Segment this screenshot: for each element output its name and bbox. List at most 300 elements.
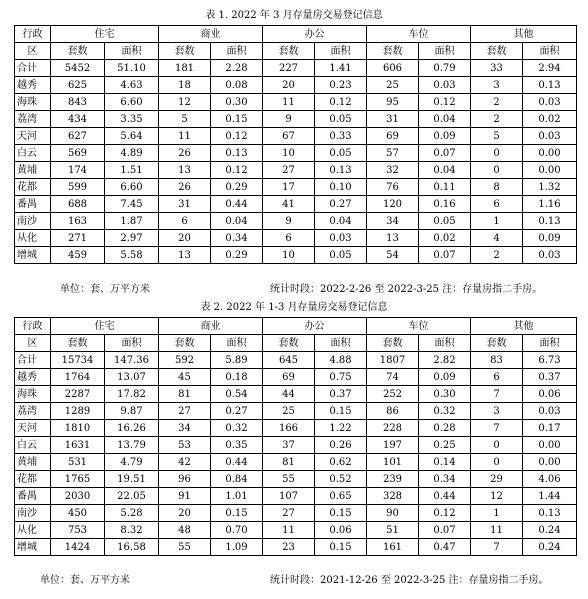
area-cell: 0.27 [211, 403, 263, 420]
sub-header-count: 套数 [471, 335, 523, 352]
region-cell: 合计 [15, 352, 51, 369]
category-header: 车位 [367, 318, 471, 335]
region-cell: 黄埔 [15, 162, 51, 179]
count-cell: 5 [471, 128, 523, 145]
area-cell: 0.44 [211, 196, 263, 213]
category-header: 商业 [159, 318, 263, 335]
count-cell: 17 [263, 179, 315, 196]
area-cell: 0.12 [211, 128, 263, 145]
area-cell: 0.05 [419, 213, 471, 230]
table-row [15, 471, 577, 488]
count-cell: 0 [471, 162, 523, 179]
region-header-top: 行政 [15, 318, 51, 335]
area-cell: 0.03 [419, 77, 471, 94]
area-cell: 147.36 [105, 352, 159, 369]
area-cell: 13.79 [105, 437, 159, 454]
count-cell: 1810 [51, 420, 105, 437]
count-cell: 3 [471, 77, 523, 94]
area-cell: 0.62 [315, 454, 367, 471]
table-row [15, 213, 577, 230]
region-cell: 增城 [15, 539, 51, 556]
area-cell: 0.00 [523, 162, 577, 179]
count-cell: 27 [159, 403, 211, 420]
area-cell: 2.97 [105, 230, 159, 247]
count-cell: 1631 [51, 437, 105, 454]
area-cell: 0.23 [315, 77, 367, 94]
count-cell: 2030 [51, 488, 105, 505]
table2-caption: 表 2. 2022 年 1-3 月存量房交易登记信息 [200, 302, 388, 313]
count-cell: 13 [367, 230, 419, 247]
area-cell: 0.03 [523, 403, 577, 420]
table-row [15, 94, 577, 111]
count-cell: 197 [367, 437, 419, 454]
table-row [15, 352, 577, 369]
table-row [15, 369, 577, 386]
count-cell: 91 [159, 488, 211, 505]
area-cell: 0.32 [419, 403, 471, 420]
sub-header-count: 套数 [159, 43, 211, 60]
count-cell: 120 [367, 196, 419, 213]
table1-caption: 表 1. 2022 年 3 月存量房交易登记信息 [205, 10, 383, 21]
sub-header-area: 面积 [211, 43, 263, 60]
count-cell: 6 [471, 369, 523, 386]
sub-header-count: 套数 [367, 335, 419, 352]
area-cell: 0.02 [523, 111, 577, 128]
region-cell: 天河 [15, 128, 51, 145]
count-cell: 27 [263, 162, 315, 179]
count-cell: 12 [471, 488, 523, 505]
table-row [15, 437, 577, 454]
region-cell: 从化 [15, 230, 51, 247]
count-cell: 57 [367, 145, 419, 162]
area-cell: 5.58 [105, 247, 159, 264]
area-cell: 5.28 [105, 505, 159, 522]
count-cell: 27 [263, 505, 315, 522]
area-cell: 1.22 [315, 420, 367, 437]
category-header: 其他 [471, 318, 577, 335]
count-cell: 51 [367, 522, 419, 539]
area-cell: 4.63 [105, 77, 159, 94]
count-cell: 0 [471, 145, 523, 162]
count-cell: 1764 [51, 369, 105, 386]
area-cell: 0.09 [523, 230, 577, 247]
count-cell: 11 [159, 128, 211, 145]
count-cell: 2287 [51, 386, 105, 403]
count-cell: 20 [159, 505, 211, 522]
category-header: 车位 [367, 26, 471, 43]
count-cell: 69 [263, 369, 315, 386]
count-cell: 34 [159, 420, 211, 437]
region-cell: 番禺 [15, 488, 51, 505]
area-cell: 0.29 [211, 179, 263, 196]
table-row [15, 386, 577, 403]
area-cell: 0.15 [315, 505, 367, 522]
area-cell: 4.06 [523, 471, 577, 488]
area-cell: 0.24 [523, 539, 577, 556]
count-cell: 26 [159, 145, 211, 162]
table1 [14, 25, 577, 264]
area-cell: 0.03 [315, 230, 367, 247]
count-cell: 11 [263, 522, 315, 539]
area-cell: 6.73 [523, 352, 577, 369]
count-cell: 44 [263, 386, 315, 403]
count-cell: 174 [51, 162, 105, 179]
area-cell: 0.05 [315, 247, 367, 264]
area-cell: 0.03 [523, 247, 577, 264]
table-row [15, 505, 577, 522]
area-cell: 0.44 [419, 488, 471, 505]
count-cell: 6 [159, 213, 211, 230]
region-cell: 黄埔 [15, 454, 51, 471]
count-cell: 625 [51, 77, 105, 94]
count-cell: 25 [263, 403, 315, 420]
area-cell: 0.07 [419, 247, 471, 264]
count-cell: 627 [51, 128, 105, 145]
count-cell: 45 [159, 369, 211, 386]
count-cell: 81 [159, 386, 211, 403]
sub-header-count: 套数 [159, 335, 211, 352]
area-cell: 0.12 [419, 505, 471, 522]
region-cell: 越秀 [15, 369, 51, 386]
area-cell: 1.41 [315, 60, 367, 77]
table-row [15, 454, 577, 471]
area-cell: 0.44 [211, 454, 263, 471]
region-cell: 从化 [15, 522, 51, 539]
table-row [15, 196, 577, 213]
sub-header-area: 面积 [211, 335, 263, 352]
area-cell: 0.12 [211, 162, 263, 179]
table1-unit-note: 单位：套、万平方米 [60, 284, 150, 295]
area-cell: 4.79 [105, 454, 159, 471]
table-row [15, 145, 577, 162]
table-row [15, 539, 577, 556]
count-cell: 31 [159, 196, 211, 213]
area-cell: 0.30 [211, 94, 263, 111]
count-cell: 10 [263, 145, 315, 162]
count-cell: 34 [367, 213, 419, 230]
sub-header-count: 套数 [471, 43, 523, 60]
count-cell: 83 [471, 352, 523, 369]
area-cell: 0.06 [315, 522, 367, 539]
area-cell: 0.14 [419, 454, 471, 471]
count-cell: 599 [51, 179, 105, 196]
area-cell: 6.60 [105, 94, 159, 111]
area-cell: 0.05 [315, 145, 367, 162]
table-row [15, 230, 577, 247]
area-cell: 0.03 [523, 94, 577, 111]
area-cell: 0.17 [523, 420, 577, 437]
area-cell: 0.79 [419, 60, 471, 77]
region-header-top: 行政 [15, 26, 51, 43]
count-cell: 239 [367, 471, 419, 488]
count-cell: 11 [263, 94, 315, 111]
sub-header-area: 面积 [315, 43, 367, 60]
area-cell: 19.51 [105, 471, 159, 488]
area-cell: 0.37 [315, 386, 367, 403]
sub-header-area: 面积 [419, 335, 471, 352]
area-cell: 0.52 [315, 471, 367, 488]
sub-header-count: 套数 [51, 43, 105, 60]
count-cell: 69 [367, 128, 419, 145]
area-cell: 0.27 [315, 196, 367, 213]
area-cell: 17.82 [105, 386, 159, 403]
area-cell: 0.00 [523, 454, 577, 471]
area-cell: 0.28 [419, 420, 471, 437]
area-cell: 0.13 [523, 213, 577, 230]
region-cell: 海珠 [15, 386, 51, 403]
count-cell: 107 [263, 488, 315, 505]
area-cell: 0.13 [315, 162, 367, 179]
area-cell: 6.60 [105, 179, 159, 196]
count-cell: 450 [51, 505, 105, 522]
area-cell: 0.30 [419, 386, 471, 403]
count-cell: 33 [471, 60, 523, 77]
count-cell: 37 [263, 437, 315, 454]
sub-header-area: 面积 [105, 335, 159, 352]
table-row [15, 111, 577, 128]
category-header: 其他 [471, 26, 577, 43]
sub-header-count: 套数 [367, 43, 419, 60]
area-cell: 0.32 [211, 420, 263, 437]
count-cell: 12 [159, 94, 211, 111]
area-cell: 0.24 [523, 522, 577, 539]
area-cell: 1.44 [523, 488, 577, 505]
area-cell: 1.51 [105, 162, 159, 179]
area-cell: 0.70 [211, 522, 263, 539]
region-cell: 白云 [15, 437, 51, 454]
area-cell: 4.89 [105, 145, 159, 162]
count-cell: 86 [367, 403, 419, 420]
area-cell: 0.15 [211, 505, 263, 522]
region-cell: 番禺 [15, 196, 51, 213]
count-cell: 2 [471, 94, 523, 111]
area-cell: 0.13 [523, 77, 577, 94]
count-cell: 163 [51, 213, 105, 230]
count-cell: 31 [367, 111, 419, 128]
table2-period-note: 统计时段：2021-12-26 至 2022-3-25 注：存量房指二手房。 [270, 575, 549, 586]
count-cell: 459 [51, 247, 105, 264]
area-cell: 0.08 [211, 77, 263, 94]
area-cell: 0.29 [211, 247, 263, 264]
area-cell: 3.35 [105, 111, 159, 128]
area-cell: 2.28 [211, 60, 263, 77]
count-cell: 55 [159, 539, 211, 556]
count-cell: 32 [367, 162, 419, 179]
area-cell: 0.13 [211, 145, 263, 162]
table-row [15, 162, 577, 179]
area-cell: 0.75 [315, 369, 367, 386]
count-cell: 1289 [51, 403, 105, 420]
area-cell: 0.16 [419, 196, 471, 213]
area-cell: 51.10 [105, 60, 159, 77]
area-cell: 0.37 [523, 369, 577, 386]
area-cell: 0.04 [211, 213, 263, 230]
table2-unit-note: 单位：套、万平方米 [40, 575, 130, 586]
count-cell: 592 [159, 352, 211, 369]
count-cell: 20 [263, 77, 315, 94]
count-cell: 23 [263, 539, 315, 556]
category-header: 住宅 [51, 26, 159, 43]
area-cell: 0.12 [315, 94, 367, 111]
area-cell: 1.09 [211, 539, 263, 556]
table2 [14, 317, 577, 556]
table-row [15, 128, 577, 145]
area-cell: 0.00 [523, 437, 577, 454]
count-cell: 13 [159, 247, 211, 264]
count-cell: 9 [263, 213, 315, 230]
count-cell: 434 [51, 111, 105, 128]
category-header: 办公 [263, 26, 367, 43]
area-cell: 5.89 [211, 352, 263, 369]
count-cell: 753 [51, 522, 105, 539]
region-cell: 南沙 [15, 505, 51, 522]
count-cell: 3 [471, 403, 523, 420]
count-cell: 2 [471, 247, 523, 264]
count-cell: 53 [159, 437, 211, 454]
area-cell: 7.45 [105, 196, 159, 213]
region-cell: 越秀 [15, 77, 51, 94]
region-cell: 海珠 [15, 94, 51, 111]
area-cell: 1.16 [523, 196, 577, 213]
region-cell: 天河 [15, 420, 51, 437]
area-cell: 0.06 [523, 386, 577, 403]
count-cell: 531 [51, 454, 105, 471]
count-cell: 29 [471, 471, 523, 488]
count-cell: 1424 [51, 539, 105, 556]
area-cell: 0.84 [211, 471, 263, 488]
count-cell: 5452 [51, 60, 105, 77]
table-row [15, 488, 577, 505]
count-cell: 843 [51, 94, 105, 111]
area-cell: 0.02 [419, 230, 471, 247]
count-cell: 227 [263, 60, 315, 77]
area-cell: 0.34 [211, 230, 263, 247]
area-cell: 1.87 [105, 213, 159, 230]
sub-header-count: 套数 [263, 335, 315, 352]
table-row [15, 179, 577, 196]
area-cell: 0.03 [523, 128, 577, 145]
region-header-bottom: 区 [15, 335, 51, 352]
count-cell: 1 [471, 213, 523, 230]
area-cell: 0.34 [419, 471, 471, 488]
count-cell: 1765 [51, 471, 105, 488]
region-cell: 增城 [15, 247, 51, 264]
count-cell: 161 [367, 539, 419, 556]
area-cell: 13.07 [105, 369, 159, 386]
table-row [15, 60, 577, 77]
count-cell: 606 [367, 60, 419, 77]
area-cell: 22.05 [105, 488, 159, 505]
count-cell: 645 [263, 352, 315, 369]
count-cell: 271 [51, 230, 105, 247]
count-cell: 76 [367, 179, 419, 196]
count-cell: 81 [263, 454, 315, 471]
region-cell: 花都 [15, 471, 51, 488]
count-cell: 0 [471, 437, 523, 454]
area-cell: 0.04 [315, 213, 367, 230]
count-cell: 26 [159, 179, 211, 196]
region-cell: 荔湾 [15, 403, 51, 420]
region-cell: 合计 [15, 60, 51, 77]
area-cell: 2.82 [419, 352, 471, 369]
area-cell: 1.01 [211, 488, 263, 505]
sub-header-count: 套数 [263, 43, 315, 60]
count-cell: 569 [51, 145, 105, 162]
count-cell: 5 [159, 111, 211, 128]
count-cell: 7 [471, 386, 523, 403]
area-cell: 0.10 [315, 179, 367, 196]
area-cell: 0.35 [211, 437, 263, 454]
count-cell: 688 [51, 196, 105, 213]
count-cell: 228 [367, 420, 419, 437]
area-cell: 1.32 [523, 179, 577, 196]
region-cell: 南沙 [15, 213, 51, 230]
count-cell: 1 [471, 505, 523, 522]
count-cell: 6 [471, 196, 523, 213]
count-cell: 0 [471, 454, 523, 471]
area-cell: 0.09 [419, 369, 471, 386]
count-cell: 1807 [367, 352, 419, 369]
count-cell: 11 [471, 522, 523, 539]
area-cell: 0.25 [419, 437, 471, 454]
area-cell: 0.15 [315, 539, 367, 556]
region-cell: 荔湾 [15, 111, 51, 128]
count-cell: 328 [367, 488, 419, 505]
count-cell: 95 [367, 94, 419, 111]
table-row [15, 420, 577, 437]
area-cell: 2.94 [523, 60, 577, 77]
area-cell: 0.18 [211, 369, 263, 386]
area-cell: 5.64 [105, 128, 159, 145]
area-cell: 9.87 [105, 403, 159, 420]
sub-header-area: 面积 [523, 335, 577, 352]
region-cell: 白云 [15, 145, 51, 162]
count-cell: 181 [159, 60, 211, 77]
count-cell: 18 [159, 77, 211, 94]
area-cell: 16.58 [105, 539, 159, 556]
sub-header-area: 面积 [105, 43, 159, 60]
count-cell: 15734 [51, 352, 105, 369]
area-cell: 0.12 [419, 94, 471, 111]
count-cell: 54 [367, 247, 419, 264]
area-cell: 0.13 [523, 505, 577, 522]
count-cell: 101 [367, 454, 419, 471]
count-cell: 6 [263, 230, 315, 247]
area-cell: 4.88 [315, 352, 367, 369]
count-cell: 55 [263, 471, 315, 488]
sub-header-area: 面积 [315, 335, 367, 352]
count-cell: 7 [471, 539, 523, 556]
count-cell: 67 [263, 128, 315, 145]
area-cell: 0.47 [419, 539, 471, 556]
area-cell: 0.05 [315, 111, 367, 128]
category-header: 商业 [159, 26, 263, 43]
area-cell: 16.26 [105, 420, 159, 437]
count-cell: 13 [159, 162, 211, 179]
area-cell: 0.00 [523, 145, 577, 162]
sub-header-area: 面积 [523, 43, 577, 60]
region-header-bottom: 区 [15, 43, 51, 60]
area-cell: 0.15 [211, 111, 263, 128]
count-cell: 90 [367, 505, 419, 522]
sub-header-area: 面积 [419, 43, 471, 60]
area-cell: 0.33 [315, 128, 367, 145]
count-cell: 20 [159, 230, 211, 247]
area-cell: 0.65 [315, 488, 367, 505]
count-cell: 4 [471, 230, 523, 247]
count-cell: 41 [263, 196, 315, 213]
area-cell: 0.15 [315, 403, 367, 420]
